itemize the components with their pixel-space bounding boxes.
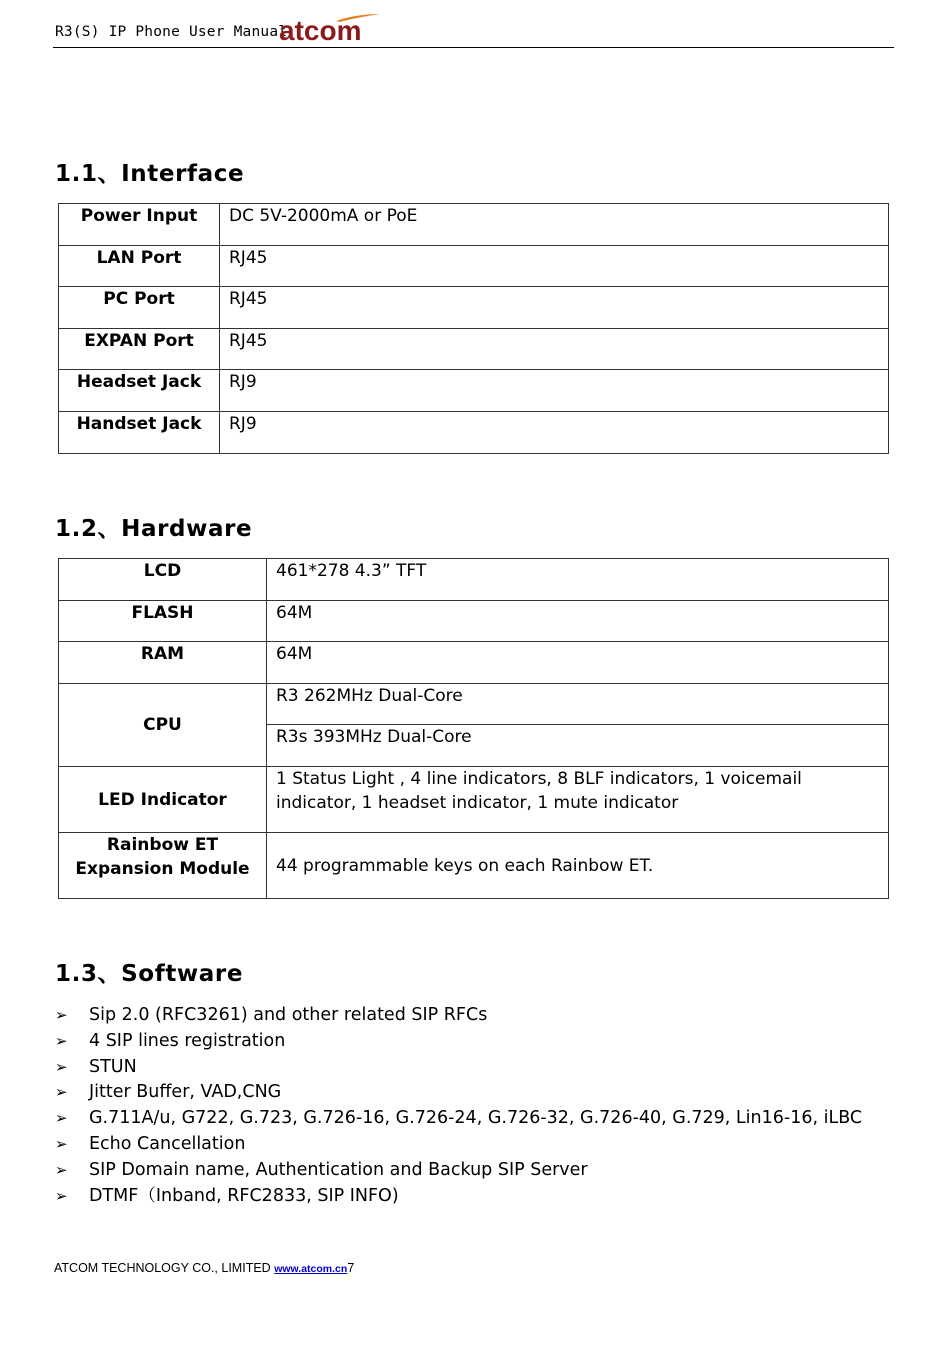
spec-key-line: Rainbow ET [106,835,219,855]
spec-value: RJ9 [220,370,889,412]
spec-value: R3 262MHz Dual-Core [267,684,889,725]
spec-key: LED Indicator [59,767,267,833]
spec-key: PC Port [59,287,220,329]
company-name: ATCOM TECHNOLOGY CO., LIMITED [54,1261,271,1275]
spec-value: RJ45 [220,287,889,329]
arrow-bullet-icon: ➢ [55,1083,68,1102]
manual-title: R3(S) IP Phone User Manual [55,24,288,40]
list-item [55,1184,862,1210]
spec-value: R3s 393MHz Dual-Core [267,725,889,767]
feature-text: 4 SIP lines registration [89,1030,286,1051]
feature-text: SIP Domain name, Authentication and Backup SIP Server [89,1159,588,1180]
spec-key: CPU [59,684,267,767]
table-row [59,370,889,412]
list-item [55,1080,862,1106]
spec-value: DC 5V-2000mA or PoE [220,204,889,246]
spec-value: 64M [267,642,889,684]
spec-value: RJ45 [220,246,889,287]
spec-value [267,767,889,833]
spec-value: RJ45 [220,329,889,370]
spec-key [59,833,267,899]
arrow-bullet-icon: ➢ [55,1031,68,1050]
page-footer [54,1261,354,1275]
table-row [59,246,889,287]
software-feature-list [55,1003,862,1209]
feature-text: STUN [89,1056,137,1077]
feature-text: DTMF（Inband, RFC2833, SIP INFO) [89,1185,399,1206]
spec-key: LAN Port [59,246,220,287]
arrow-bullet-icon: ➢ [55,1134,68,1153]
page-number: 7 [347,1261,355,1275]
list-item [55,1158,862,1184]
spec-key: Handset Jack [59,412,220,454]
spec-key: LCD [59,559,267,601]
table-row [59,329,889,370]
feature-text: Sip 2.0 (RFC3261) and other related SIP RFCs [89,1005,488,1025]
spec-value: 64M [267,601,889,642]
arrow-bullet-icon: ➢ [55,1109,68,1128]
feature-text: Jitter Buffer, VAD,CNG [89,1082,282,1103]
spec-value: 461*278 4.3” TFT [267,559,889,601]
hardware-heading: 1.2、Hardware [55,516,253,542]
spec-key: EXPAN Port [59,329,220,370]
spec-key: FLASH [59,601,267,642]
logo-text: atcom [279,15,362,44]
table-row [59,684,889,725]
feature-text: G.711A/u, G722, G.723, G.726-16, G.726-24, G.726-32, G.726-40, G.729, Lin16-16, iLBC [89,1108,863,1129]
list-item [55,1132,862,1158]
table-row [59,559,889,601]
table-row [59,642,889,684]
hardware-table [58,558,889,899]
arrow-bullet-icon: ➢ [55,1186,68,1205]
table-row [59,412,889,454]
feature-text: Echo Cancellation [89,1133,246,1154]
spec-value-line: indicator, 1 headset indicator, 1 mute indicator [276,793,679,813]
list-item [55,1029,862,1055]
website-link[interactable]: www.atcom.cn [274,1263,348,1275]
arrow-bullet-icon: ➢ [55,1006,68,1024]
spec-value: RJ9 [220,412,889,454]
spec-value: 44 programmable keys on each Rainbow ET. [267,833,889,899]
list-item [55,1055,862,1081]
table-row [59,204,889,246]
page-header [53,10,894,48]
spec-key: Headset Jack [59,370,220,412]
interface-heading: 1.1、Interface [55,161,245,187]
table-row [59,601,889,642]
atcom-logo [278,12,382,44]
arrow-bullet-icon: ➢ [55,1160,68,1179]
table-row [59,767,889,833]
spec-value-line: 1 Status Light , 4 line indicators, 8 BLF indicators, 1 voicemail [276,769,802,789]
list-item [55,1106,862,1132]
arrow-bullet-icon: ➢ [55,1057,68,1076]
table-row [59,833,889,899]
software-heading: 1.3、Software [55,961,244,987]
spec-key-line: Expansion Module [75,859,250,879]
spec-key: RAM [59,642,267,684]
table-row [59,287,889,329]
spec-key: Power Input [59,204,220,246]
list-item [55,1003,862,1029]
interface-table [58,203,889,454]
